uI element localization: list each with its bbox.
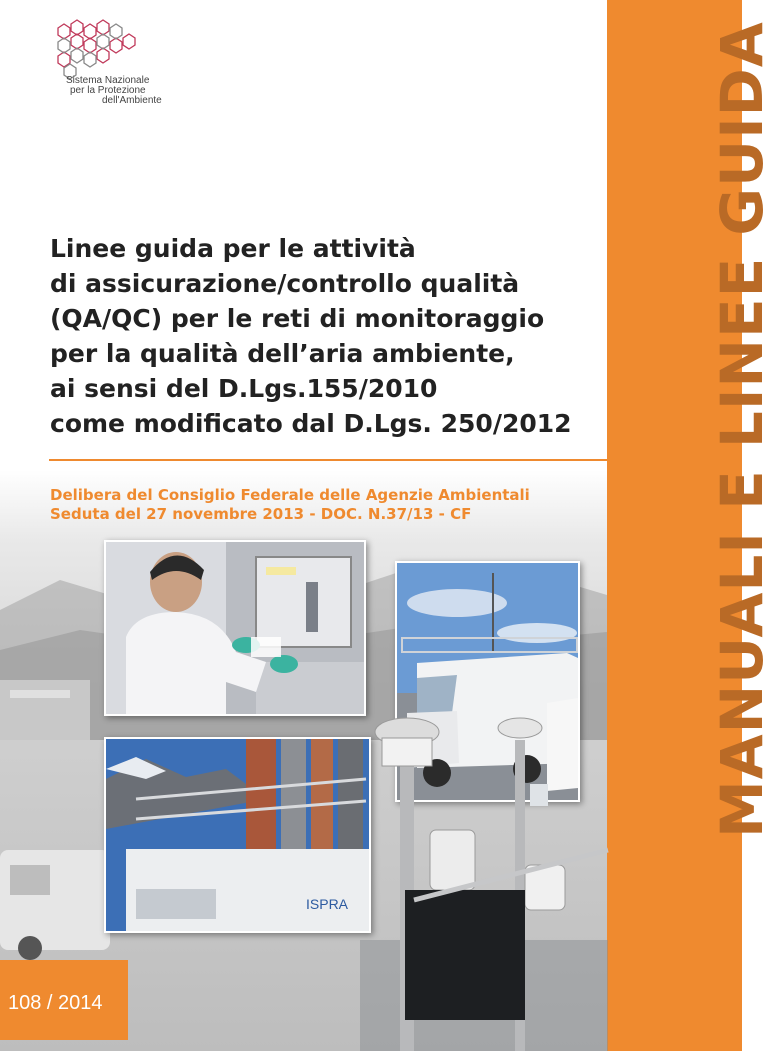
organization-name — [66, 76, 162, 106]
document-subtitle — [50, 486, 605, 524]
title-line: come modificato dal D.Lgs. 250/2012 — [50, 409, 572, 438]
organization-line-3: dell'Ambiente — [102, 95, 162, 106]
series-label: MANUALI E LINEE GUIDA — [708, 21, 776, 838]
svg-text:ISPRA: ISPRA — [306, 896, 349, 912]
sensor-mast-illustration — [360, 700, 608, 1051]
title-line: Linee guida per le attività — [50, 234, 416, 263]
subtitle-line: Delibera del Consiglio Federale delle Agenzie Ambientali — [50, 486, 530, 504]
issue-number: 108 / 2014 — [8, 992, 103, 1014]
organization-line-1: Sistema Nazionale — [66, 75, 150, 86]
organization-line-2: per la Protezione — [70, 85, 146, 96]
title-line: (QA/QC) per le reti di monitoraggio — [50, 304, 545, 333]
title-line: di assicurazione/controllo qualità — [50, 269, 520, 298]
document-title — [50, 231, 610, 441]
title-line: ai sensi del D.Lgs.155/2010 — [50, 374, 438, 403]
monitoring-station-photo — [104, 737, 371, 933]
subtitle-line: Seduta del 27 novembre 2013 - DOC. N.37/13 - CF — [50, 505, 472, 523]
title-line: per la qualità dell’aria ambiente, — [50, 339, 515, 368]
laboratory-technician-photo — [104, 540, 366, 716]
title-divider — [49, 459, 607, 461]
background-van — [0, 820, 120, 960]
